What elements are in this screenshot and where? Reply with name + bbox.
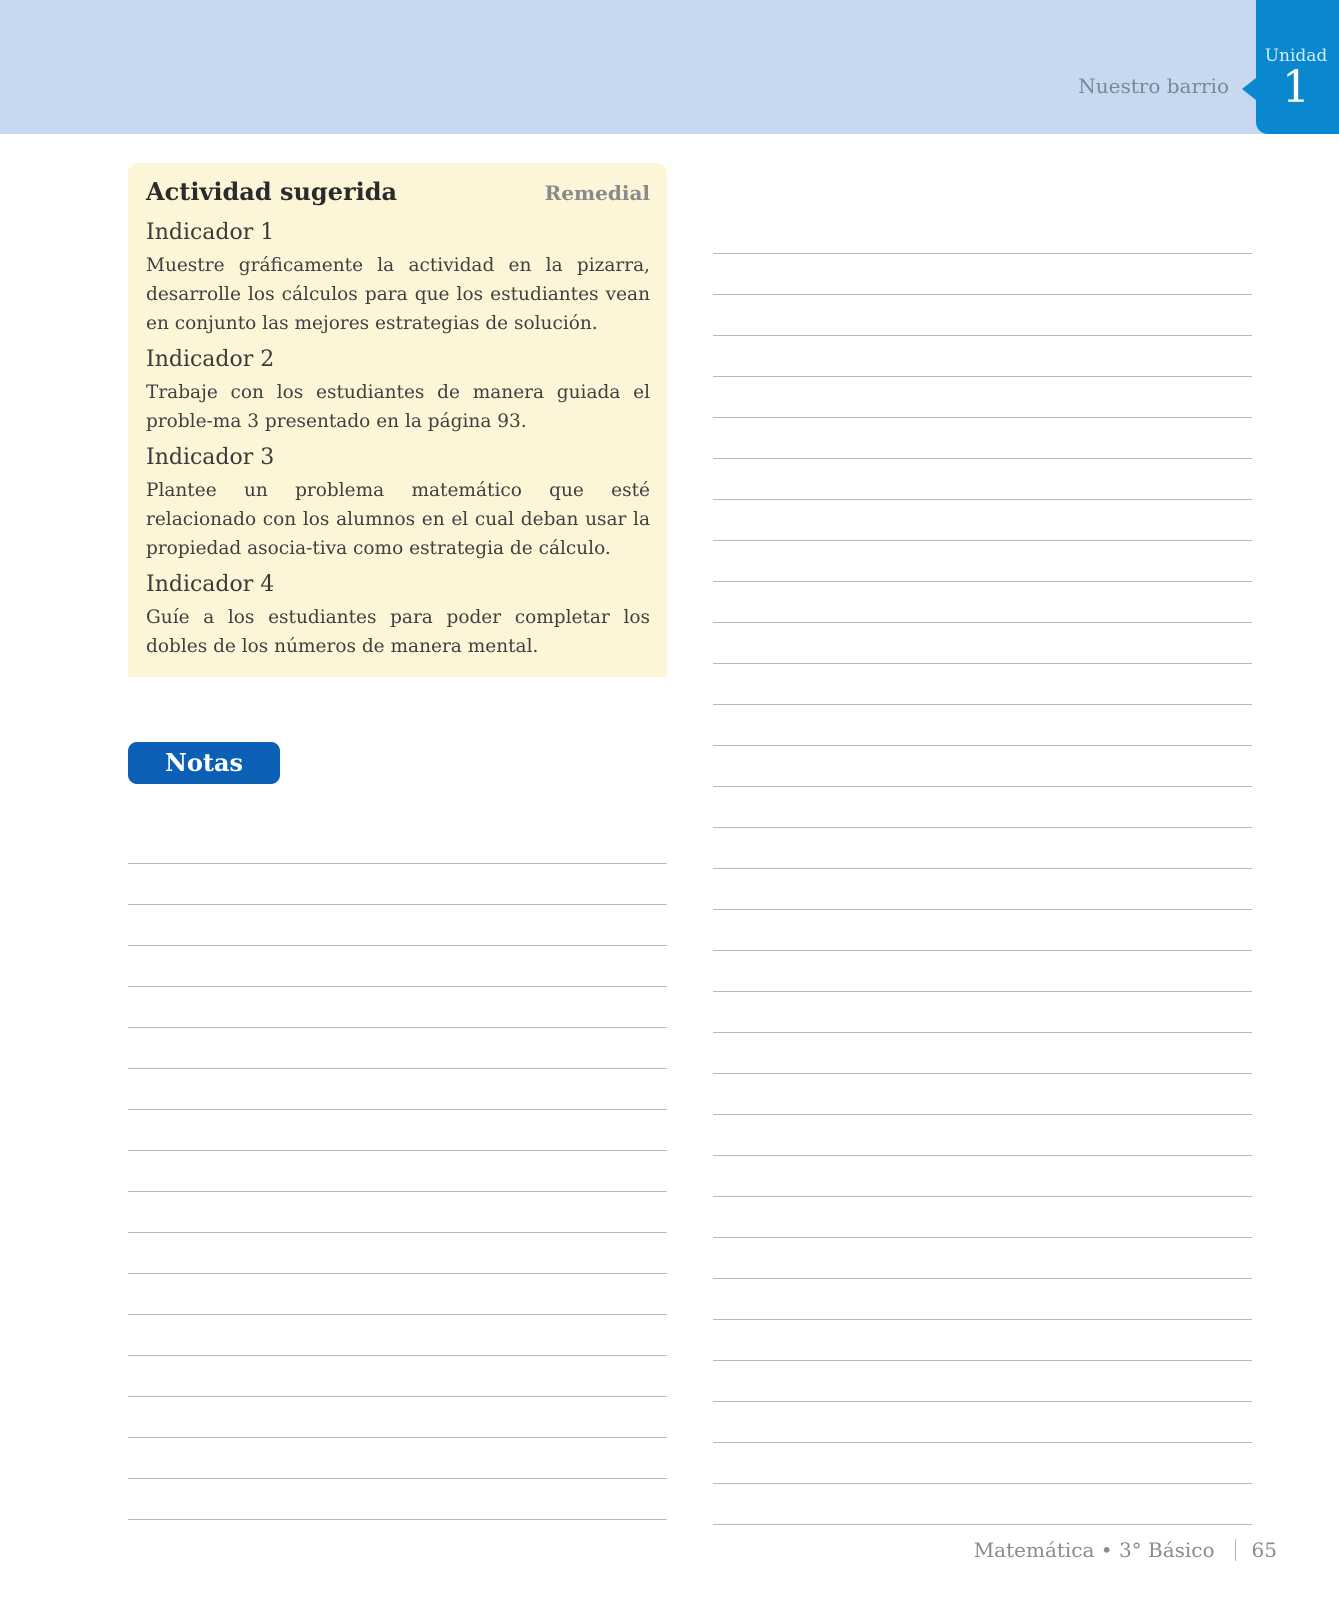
page-footer (974, 1538, 1277, 1562)
note-line (713, 869, 1252, 910)
note-line (128, 1397, 667, 1438)
indicator-title: Indicador 2 (146, 347, 275, 372)
note-line (713, 459, 1252, 500)
note-line (713, 254, 1252, 295)
section-title: Nuestro barrio (1078, 74, 1229, 98)
unit-label: Unidad (1264, 46, 1328, 66)
activity-header (146, 177, 650, 215)
notes-lines-right (713, 213, 1252, 1525)
note-line (128, 946, 667, 987)
note-line (713, 746, 1252, 787)
notes-lines-left (128, 823, 667, 1520)
note-line (713, 213, 1252, 254)
note-line (128, 1028, 667, 1069)
note-line (713, 1402, 1252, 1443)
indicator-4 (146, 567, 650, 661)
note-line (713, 295, 1252, 336)
note-line (713, 1033, 1252, 1074)
note-line (128, 905, 667, 946)
note-line (128, 1233, 667, 1274)
note-line (713, 1484, 1252, 1525)
note-line (713, 1156, 1252, 1197)
note-line (713, 1279, 1252, 1320)
note-line (128, 864, 667, 905)
suggested-activity-box (128, 163, 667, 677)
note-line (128, 1069, 667, 1110)
indicator-title: Indicador 3 (146, 445, 275, 470)
note-line (713, 500, 1252, 541)
note-line (713, 828, 1252, 869)
note-line (128, 1151, 667, 1192)
indicator-title: Indicador 1 (146, 220, 275, 245)
note-line (713, 418, 1252, 459)
notes-label: Notas (128, 742, 280, 784)
indicator-title: Indicador 4 (146, 572, 275, 597)
note-line (128, 1479, 667, 1520)
note-line (713, 1443, 1252, 1484)
note-line (713, 336, 1252, 377)
indicator-2 (146, 342, 650, 436)
indicator-text: Muestre gráficamente la actividad en la pizarra, desarrolle los cálculos para que los estudiantes vean en conjunto las mejores estrategias de solución. (146, 255, 650, 334)
book-title: Matemática • 3° Básico (973, 1538, 1215, 1562)
note-line (128, 1356, 667, 1397)
note-line (713, 664, 1252, 705)
note-line (713, 992, 1252, 1033)
note-line (128, 1315, 667, 1356)
note-line (128, 1438, 667, 1479)
note-line (713, 623, 1252, 664)
indicator-3 (146, 440, 650, 563)
note-line (713, 582, 1252, 623)
note-line (128, 823, 667, 864)
note-line (713, 910, 1252, 951)
note-line (713, 541, 1252, 582)
note-line (713, 377, 1252, 418)
note-line (128, 1274, 667, 1315)
note-line (713, 1361, 1252, 1402)
note-line (713, 1238, 1252, 1279)
note-line (713, 1320, 1252, 1361)
unit-tab-pointer (1242, 78, 1256, 100)
activity-tag: Remedial (544, 181, 650, 205)
note-line (128, 987, 667, 1028)
note-line (713, 1115, 1252, 1156)
unit-number: 1 (1282, 62, 1310, 113)
note-line (713, 951, 1252, 992)
footer-divider (1235, 1539, 1236, 1561)
note-line (713, 1074, 1252, 1115)
indicator-text: Guíe a los estudiantes para poder completar los dobles de los números de manera mental. (146, 607, 650, 657)
page-number: 65 (1251, 1538, 1277, 1562)
note-line (713, 705, 1252, 746)
note-line (713, 1197, 1252, 1238)
header-band (0, 0, 1339, 134)
indicator-1 (146, 215, 650, 338)
indicator-text: Plantee un problema matemático que esté relacionado con los alumnos en el cual deban usar la propiedad asocia-tiva como estrategia de cálculo. (146, 480, 650, 559)
note-line (713, 787, 1252, 828)
activity-title: Actividad sugerida (146, 177, 398, 206)
note-line (128, 1192, 667, 1233)
indicator-text: Trabaje con los estudiantes de manera guiada el proble-ma 3 presentado en la página 93. (146, 382, 650, 432)
note-line (128, 1110, 667, 1151)
